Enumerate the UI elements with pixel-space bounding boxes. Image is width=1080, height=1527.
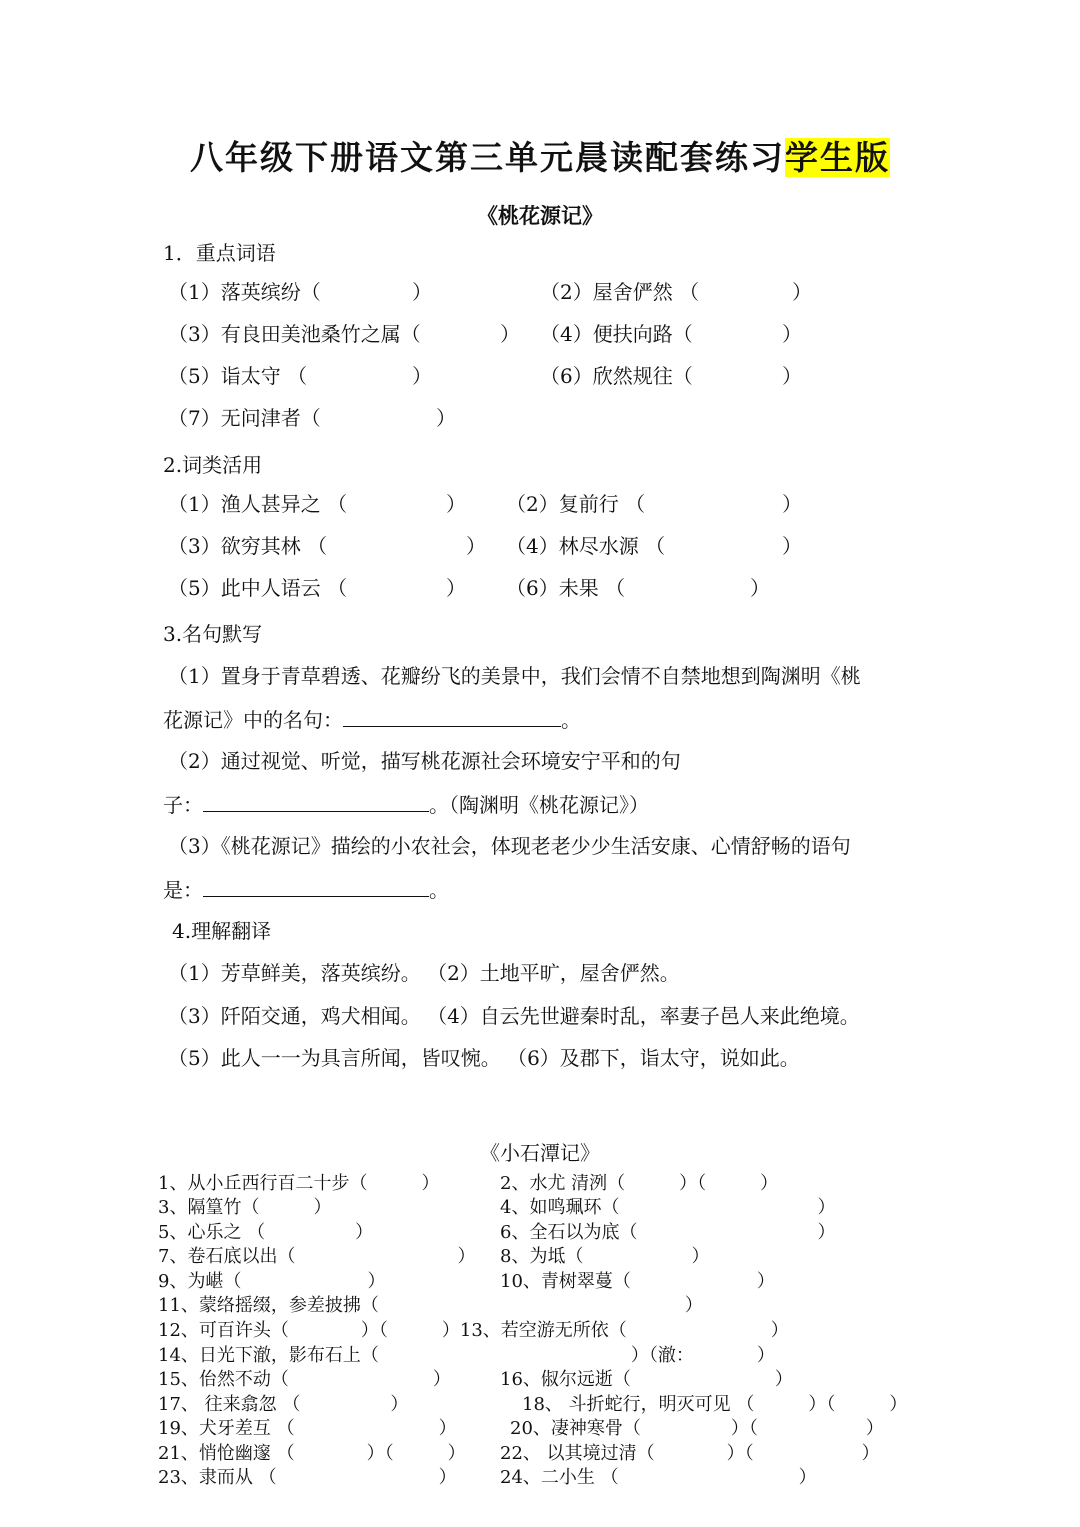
x-item-12-13: 12、可百许头（ ）（ ）13、若空游无所依（ ） bbox=[158, 1320, 789, 1341]
s2-item-5: （5）此中人语云 （ bbox=[168, 576, 348, 600]
s3-q1-label: 花源记》中的名句： bbox=[163, 708, 343, 732]
s2-item-1: （1）渔人甚异之 （ bbox=[168, 492, 348, 516]
x-item-19: 19、犬牙差互 （ ） bbox=[158, 1418, 457, 1439]
s2-item-4-close: ） bbox=[782, 534, 802, 558]
title-main: 八年级下册语文第三单元晨读配套练习 bbox=[190, 138, 785, 177]
s2-item-3-close: ） bbox=[466, 534, 486, 558]
x-item-15: 15、佁然不动（ ） bbox=[158, 1369, 451, 1390]
s2-item-6: （6）未果 （ bbox=[506, 576, 626, 600]
s3-q2-line1: （2）通过视觉、听觉，描写桃花源社会环境安宁平和的句 bbox=[168, 749, 681, 773]
s3-q2-source: 。（陶渊明《桃花源记》） bbox=[429, 793, 649, 817]
x-item-11: 11、蒙络摇缀，参差披拂（ ） bbox=[158, 1295, 703, 1316]
s1-item-2: （2）屋舍俨然 （ bbox=[540, 280, 700, 304]
x-item-14: 14、日光下澈，影布石上（ ）（澈： ） bbox=[158, 1345, 775, 1366]
s1-item-2-close: ） bbox=[792, 280, 812, 304]
s2-item-3: （3）欲穷其林 （ bbox=[168, 534, 328, 558]
section-title-taohuayuan: 《桃花源记》 bbox=[477, 203, 603, 228]
x-item-4: 4、如鸣珮环（ ） bbox=[500, 1197, 836, 1218]
s1-item-7-close: ） bbox=[436, 406, 456, 430]
heading-key-words: 1．重点词语 bbox=[163, 241, 276, 265]
period: 。 bbox=[429, 878, 449, 902]
x-item-9: 9、为嵁（ ） bbox=[158, 1271, 386, 1292]
s2-item-6-close: ） bbox=[750, 576, 770, 600]
s1-item-1: （1）落英缤纷（ bbox=[168, 280, 321, 304]
x-item-5: 5、心乐之 （ ） bbox=[158, 1222, 374, 1243]
title-highlight: 学生版 bbox=[785, 138, 890, 177]
x-item-2: 2、水尤 清洌（ ）（ ） bbox=[500, 1173, 779, 1194]
s3-q2-label: 子： bbox=[163, 793, 203, 817]
heading-translation: 4.理解翻译 bbox=[172, 919, 272, 943]
x-item-23: 23、隶而从 （ ） bbox=[158, 1467, 457, 1488]
s1-item-1-close: ） bbox=[412, 280, 432, 304]
s2-item-4: （4）林尽水源 （ bbox=[506, 534, 666, 558]
s1-item-3-close: ） bbox=[500, 322, 520, 346]
period: 。 bbox=[561, 708, 581, 732]
answer-blank[interactable] bbox=[203, 874, 429, 897]
s3-q3-line2 bbox=[163, 874, 449, 905]
s3-q2-line2 bbox=[163, 789, 649, 820]
s1-item-4-close: ） bbox=[782, 322, 802, 346]
s1-item-4: （4）便扶向路（ bbox=[540, 322, 693, 346]
x-item-3: 3、隔篁竹（ ） bbox=[158, 1197, 332, 1218]
s3-q3-label: 是： bbox=[163, 878, 203, 902]
answer-blank[interactable] bbox=[203, 789, 429, 812]
heading-recitation: 3.名句默写 bbox=[163, 622, 263, 646]
s1-item-7: （7）无问津者（ bbox=[168, 406, 321, 430]
x-item-16: 16、俶尔远逝（ ） bbox=[500, 1369, 793, 1390]
section-title-xiaoshitan: 《小石潭记》 bbox=[480, 1141, 600, 1165]
x-item-20: 20、凄神寒骨（ ）（ ） bbox=[510, 1418, 884, 1439]
x-item-8: 8、为坻（ ） bbox=[500, 1246, 710, 1267]
x-item-18: 18、 斗折蛇行，明灭可见 （ ）（ ） bbox=[522, 1394, 908, 1415]
page-title bbox=[0, 132, 1080, 179]
x-item-7: 7、卷石底以出（ ） bbox=[158, 1246, 476, 1267]
s2-item-2-close: ） bbox=[782, 492, 802, 516]
s2-item-2: （2）复前行 （ bbox=[506, 492, 646, 516]
s4-line-1: （1）芳草鲜美，落英缤纷。 （2）土地平旷，屋舍俨然。 bbox=[168, 961, 680, 985]
s3-q1-line2 bbox=[163, 704, 581, 735]
s4-line-2: （3）阡陌交通，鸡犬相闻。 （4）自云先世避秦时乱，率妻子邑人来此绝境。 bbox=[168, 1004, 860, 1028]
x-item-17: 17、 往来翕忽 （ ） bbox=[158, 1394, 409, 1415]
x-item-22: 22、 以其境过清（ ）（ ） bbox=[500, 1443, 880, 1464]
s1-item-6: （6）欣然规往（ bbox=[540, 364, 693, 388]
x-item-10: 10、青树翠蔓（ ） bbox=[500, 1271, 775, 1292]
heading-word-class: 2.词类活用 bbox=[163, 453, 263, 477]
s4-line-3: （5）此人一一为具言所闻，皆叹惋。 （6）及郡下，诣太守，说如此。 bbox=[168, 1046, 800, 1070]
s2-item-5-close: ） bbox=[446, 576, 466, 600]
s3-q1-line1: （1）置身于青草碧透、花瓣纷飞的美景中，我们会情不自禁地想到陶渊明《桃 bbox=[168, 664, 861, 688]
s1-item-3: （3）有良田美池桑竹之属（ bbox=[168, 322, 421, 346]
answer-blank[interactable] bbox=[343, 704, 561, 727]
s1-item-6-close: ） bbox=[782, 364, 802, 388]
s3-q3-line1: （3）《桃花源记》描绘的小农社会，体现老老少少生活安康、心情舒畅的语句 bbox=[168, 834, 851, 858]
s1-item-5: （5）诣太守 （ bbox=[168, 364, 308, 388]
x-item-24: 24、二小生 （ ） bbox=[500, 1467, 817, 1488]
s1-item-5-close: ） bbox=[412, 364, 432, 388]
x-item-6: 6、全石以为底（ ） bbox=[500, 1222, 836, 1243]
x-item-1: 1、从小丘西行百二十步（ ） bbox=[158, 1173, 440, 1194]
s2-item-1-close: ） bbox=[446, 492, 466, 516]
x-item-21: 21、悄怆幽邃 （ ）（ ） bbox=[158, 1443, 466, 1464]
